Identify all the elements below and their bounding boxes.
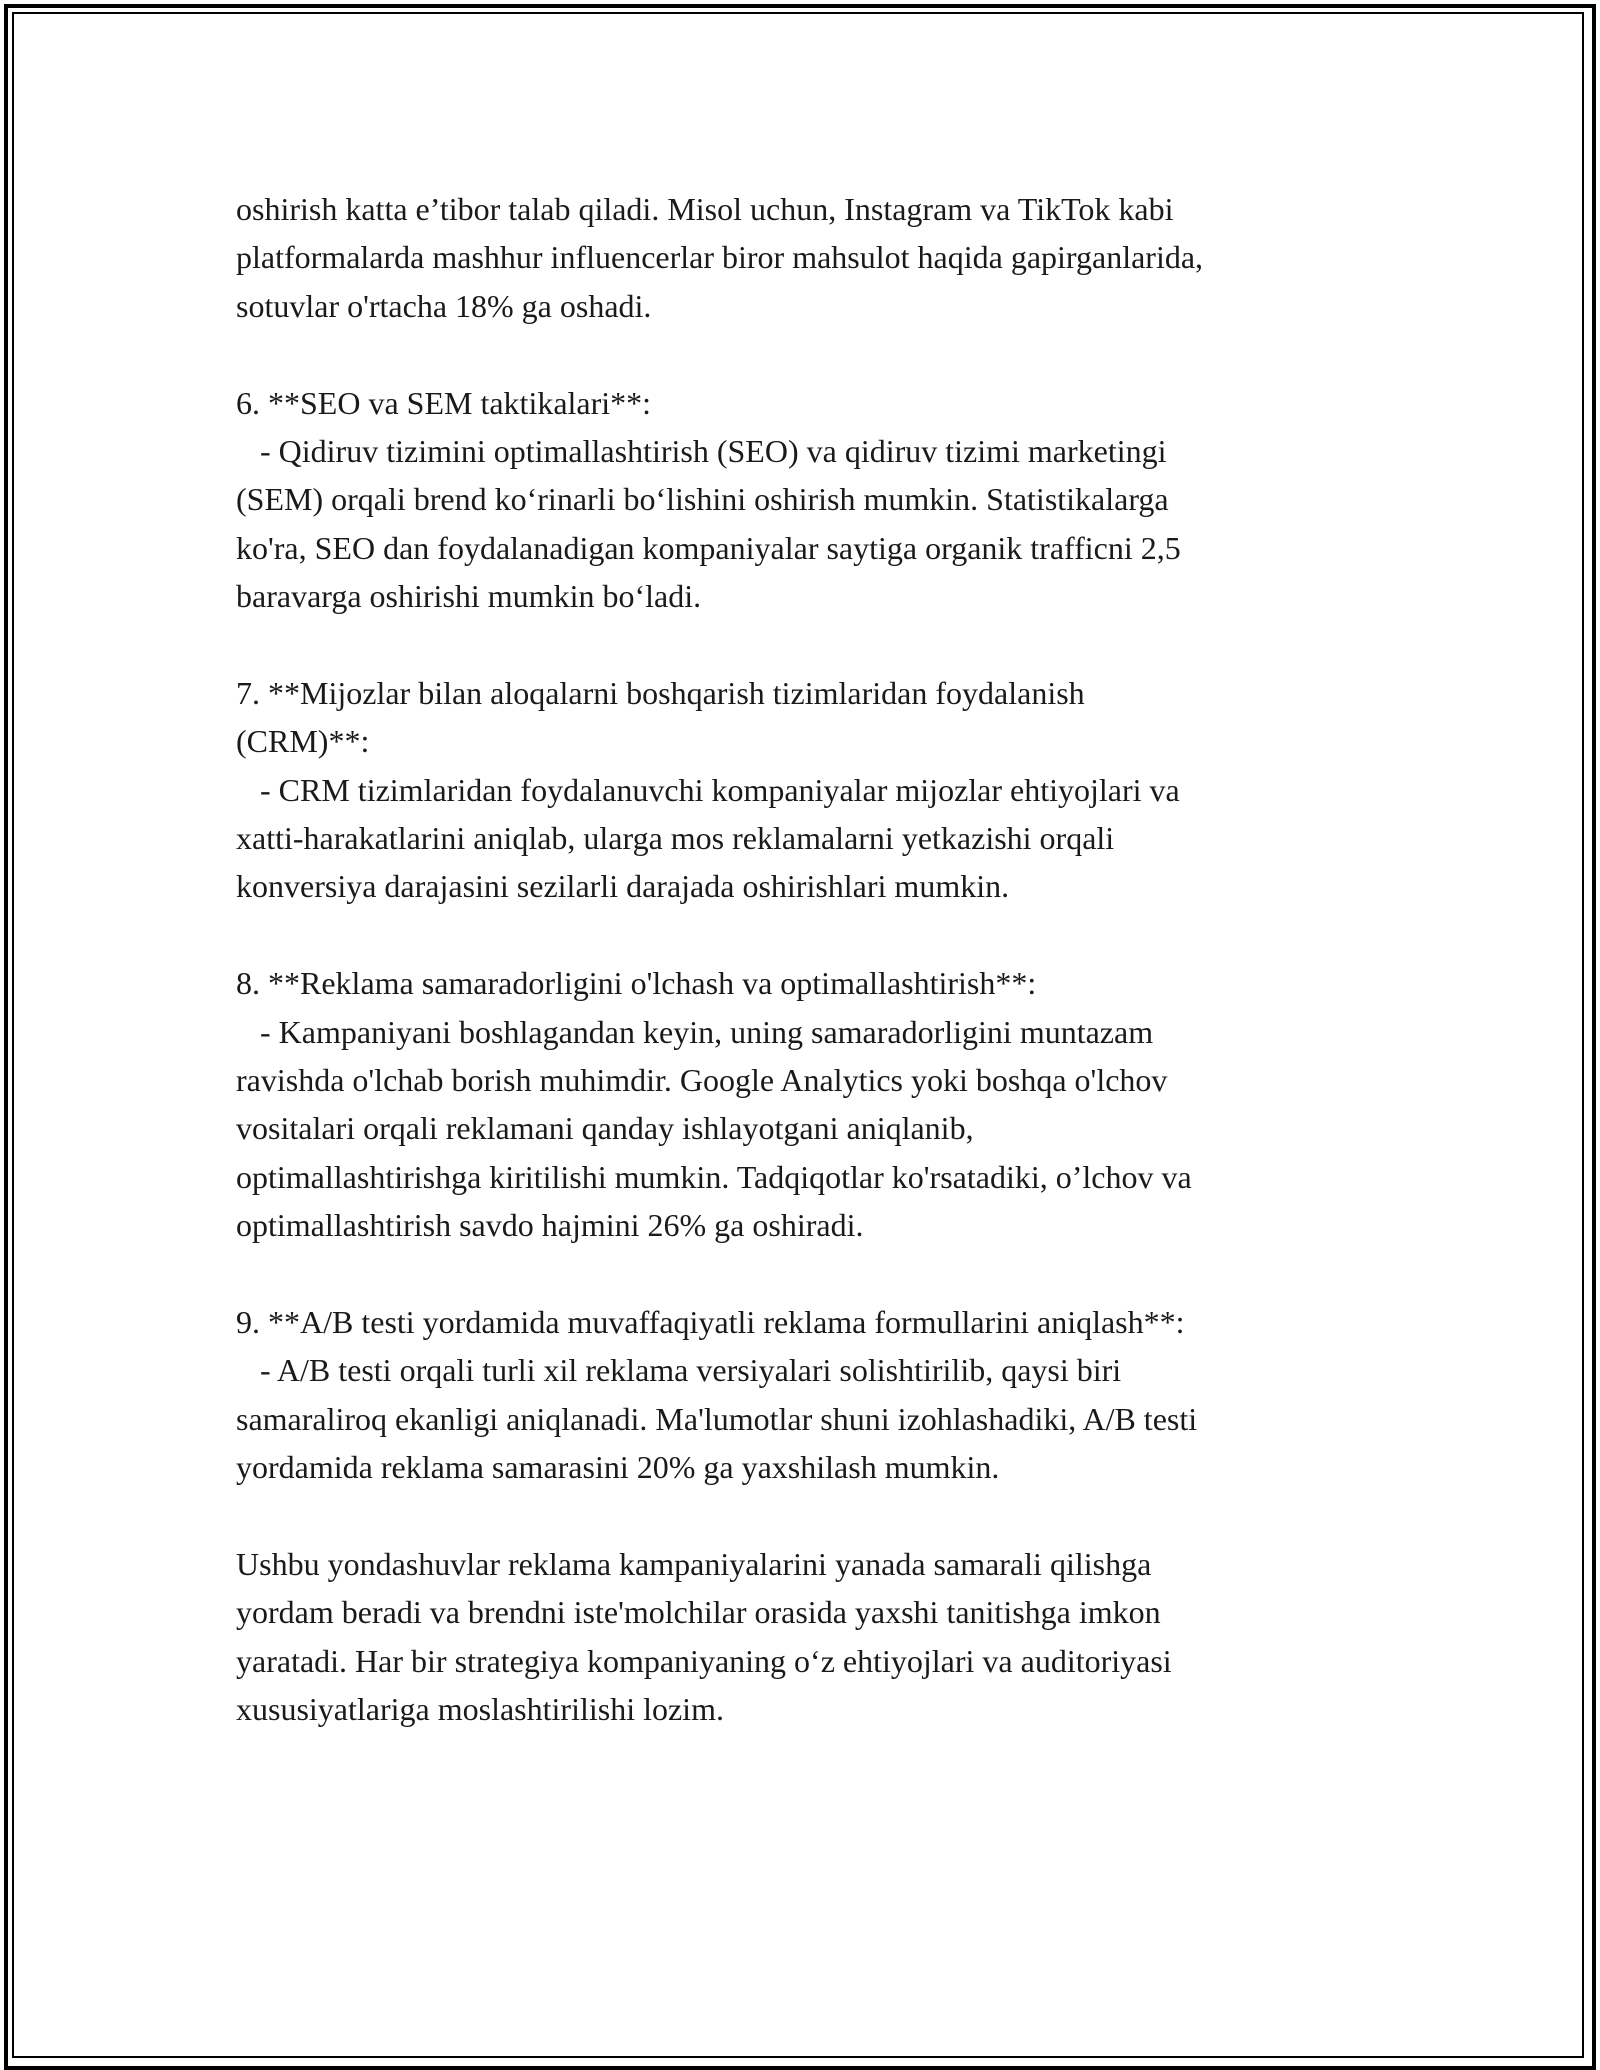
text-line: ravishda o'lchab borish muhimdir. Google Analytics yoki boshqa o'lchov <box>236 1062 1168 1099</box>
text-line: - A/B testi orqali turli xil reklama versiyalari solishtirilib, qaysi biri <box>236 1352 1122 1389</box>
paragraph-gap <box>236 621 1416 669</box>
text-line: konversiya darajasini sezilarli darajada oshirishlari mumkin. <box>236 868 1010 905</box>
section-heading-9: 9. **A/B testi yordamida muvaffaqiyatli reklama formullarini aniqlash**: <box>236 1303 1185 1340</box>
text-line: optimallashtirish savdo hajmini 26% ga oshiradi. <box>236 1207 864 1244</box>
text-line: samaraliroq ekanligi aniqlanadi. Ma'lumotlar shuni izohlashadiki, A/B testi <box>236 1400 1198 1437</box>
text-line: oshirish katta e’tibor talab qiladi. Misol uchun, Instagram va TikTok kabi <box>236 191 1174 227</box>
conclusion-line: Ushbu yondashuvlar reklama kampaniyalarini yanada samarali qilishga <box>236 1545 1152 1582</box>
paragraph-gap <box>236 330 1416 378</box>
paragraph-gap <box>236 1250 1416 1298</box>
section-heading-6: 6. **SEO va SEM taktikalari**: <box>236 384 652 421</box>
text-line: - Qidiruv tizimini optimallashtirish (SEO) va qidiruv tizimi marketingi <box>236 432 1167 469</box>
conclusion-line: yaratadi. Har bir strategiya kompaniyaning o‘z ehtiyojlari va auditoriyasi <box>236 1642 1172 1679</box>
text-line: optimallashtirishga kiritilishi mumkin. Tadqiqotlar ko'rsatadiki, o’lchov va <box>236 1158 1192 1195</box>
conclusion-line: yordam beradi va brendni iste'molchilar orasida yaxshi tanitishga imkon <box>236 1594 1161 1631</box>
text-line: - CRM tizimlaridan foydalanuvchi kompaniyalar mijozlar ehtiyojlari va <box>236 771 1180 808</box>
section-heading-7-cont: (CRM)**: <box>236 723 370 760</box>
text-line: (SEM) orqali brend ko‘rinarli bo‘lishini oshirish mumkin. Statistikalarga <box>236 481 1169 518</box>
section-heading-8: 8. **Reklama samaradorligini o'lchash va optimallashtirish**: <box>236 965 1037 1002</box>
text-line: - Kampaniyani boshlagandan keyin, uning samaradorligini muntazam <box>236 1013 1154 1050</box>
text-line: vositalari orqali reklamani qanday ishlayotgani aniqlanib, <box>236 1110 974 1147</box>
text-line: baravarga oshirishi mumkin bo‘ladi. <box>236 578 702 615</box>
paragraph-gap <box>236 1492 1416 1540</box>
paragraph-gap <box>236 911 1416 959</box>
text-line: platformalarda mashhur influencerlar biror mahsulot haqida gapirganlarida, <box>236 239 1204 276</box>
text-line: sotuvlar o'rtacha 18% ga oshadi. <box>236 287 652 324</box>
text-line: yordamida reklama samarasini 20% ga yaxshilash mumkin. <box>236 1449 1000 1486</box>
section-heading-7: 7. **Mijozlar bilan aloqalarni boshqarish tizimlaridan foydalanish <box>236 674 1085 711</box>
text-line: xatti-harakatlarini aniqlab, ularga mos reklamalarni yetkazishi orqali <box>236 820 1115 857</box>
conclusion-line: xususiyatlariga moslashtirilishi lozim. <box>236 1691 724 1728</box>
document-body <box>236 185 1416 1734</box>
text-line: ko'ra, SEO dan foydalanadigan kompaniyalar saytiga organik trafficni 2,5 <box>236 529 1181 566</box>
